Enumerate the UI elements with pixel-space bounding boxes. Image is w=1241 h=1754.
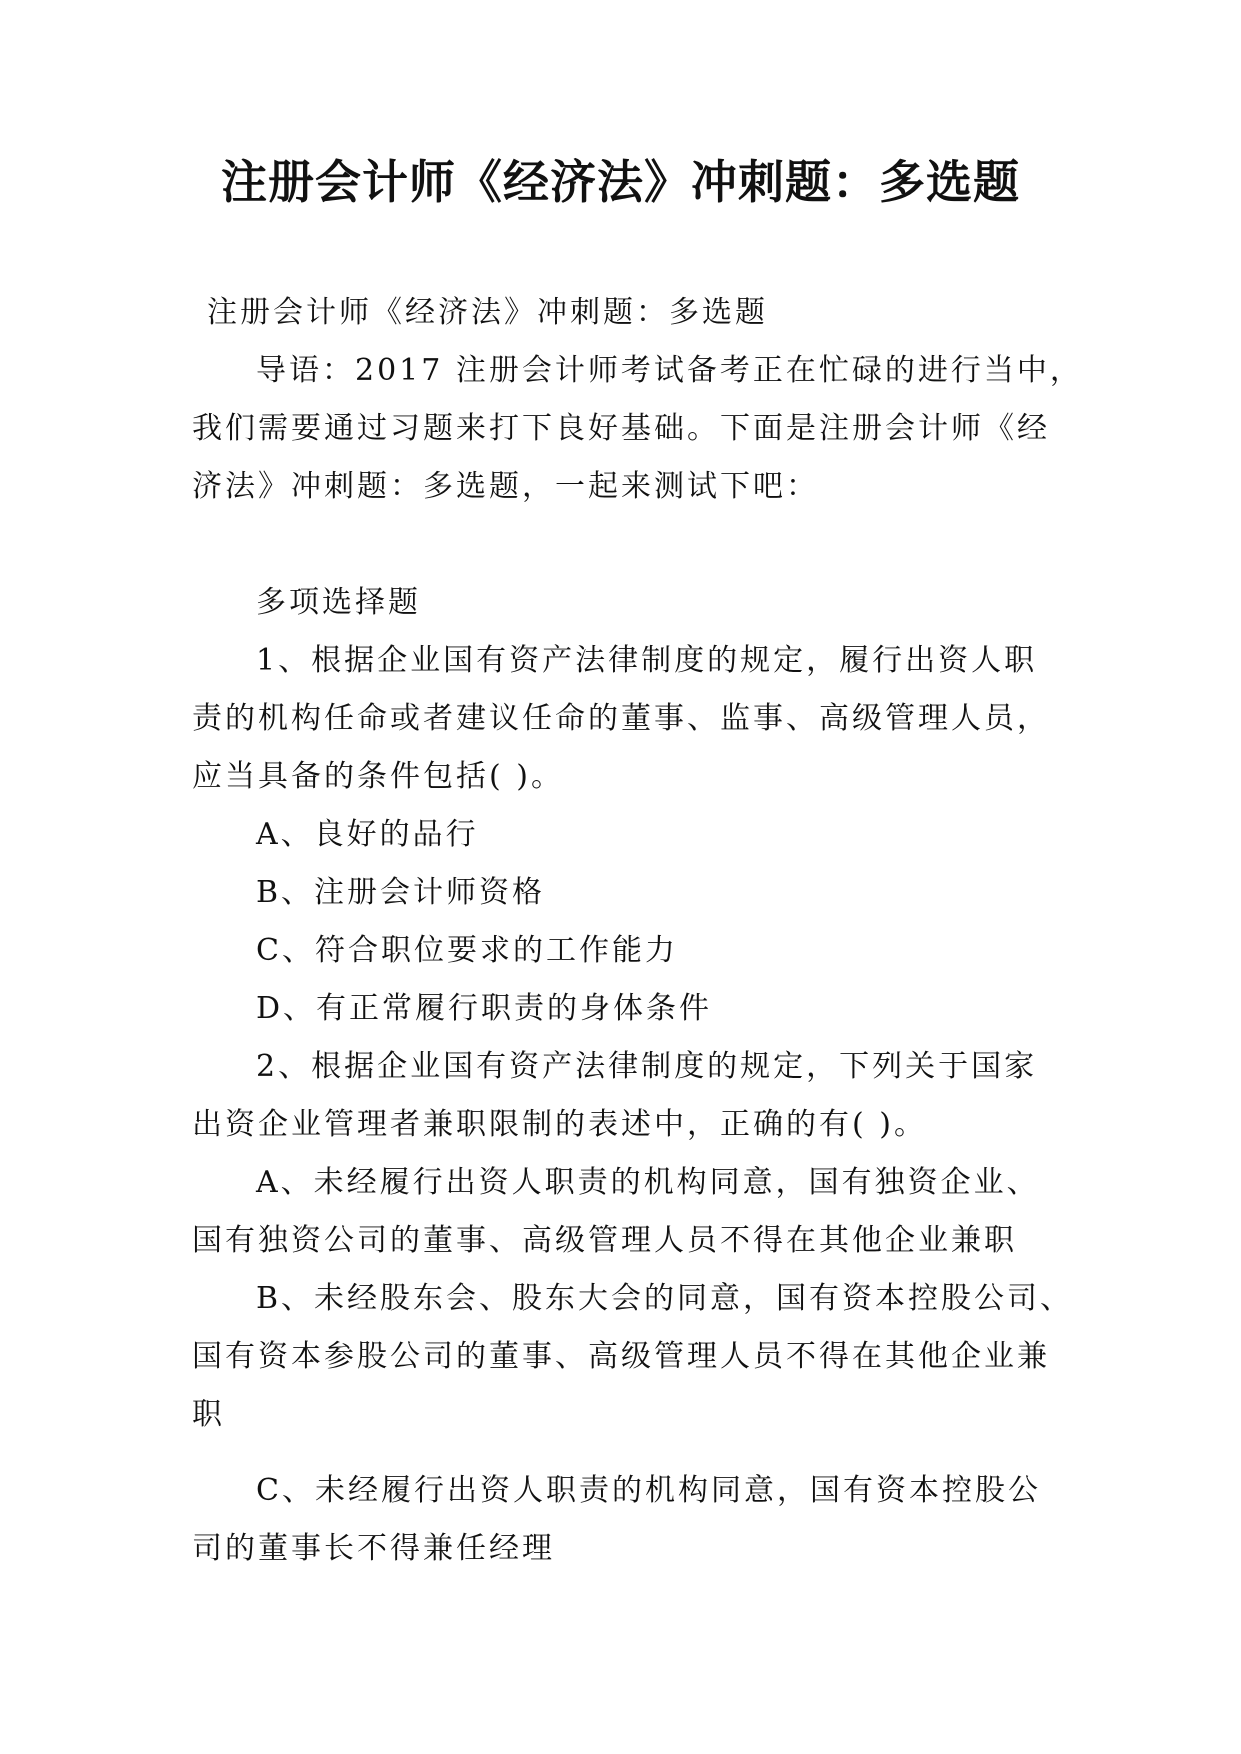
question-1	[192, 632, 1072, 1038]
question-stem-line: 责的机构任命或者建议任命的董事、监事、高级管理人员，	[192, 701, 1050, 736]
option-line: A、未经履行出资人职责的机构同意，国有独资企业、	[256, 1165, 1040, 1200]
option-line: 司的董事长不得兼任经理	[192, 1531, 555, 1566]
option-c	[192, 1462, 1072, 1578]
question-2	[192, 1038, 1072, 1578]
option-line: 职	[192, 1397, 225, 1432]
option-line: B、未经股东会、股东大会的同意，国有资本控股公司、	[256, 1281, 1074, 1316]
intro-line: 导语：2017 注册会计师考试备考正在忙碌的进行当中，	[256, 353, 1083, 388]
option-a: A、良好的品行	[256, 817, 479, 852]
section-heading: 多项选择题	[256, 585, 421, 620]
option-d: D、有正常履行职责的身体条件	[256, 991, 713, 1026]
question-stem-line: 2、根据企业国有资产法律制度的规定，下列关于国家	[256, 1049, 1038, 1084]
question-stem-line: 1、根据企业国有资产法律制度的规定，履行出资人职	[256, 643, 1038, 678]
blank-line	[192, 516, 1072, 574]
option-line: 国有资本参股公司的董事、高级管理人员不得在其他企业兼	[192, 1339, 1050, 1374]
option-c: C、符合职位要求的工作能力	[256, 933, 678, 968]
spacer	[192, 1444, 1072, 1462]
question-stem-line: 应当具备的条件包括( )。	[192, 759, 564, 794]
option-line: 国有独资公司的董事、高级管理人员不得在其他企业兼职	[192, 1223, 1017, 1258]
intro-line: 我们需要通过习题来打下良好基础。下面是注册会计师《经	[192, 411, 1050, 446]
intro-line: 济法》冲刺题：多选题，一起来测试下吧：	[192, 469, 819, 504]
document-body	[192, 284, 1083, 1578]
intro-paragraph	[192, 342, 1083, 516]
question-stem-line: 出资企业管理者兼职限制的表述中，正确的有( )。	[192, 1107, 927, 1142]
document-subtitle: 注册会计师《经济法》冲刺题：多选题	[207, 295, 768, 330]
option-b	[192, 1270, 1072, 1444]
option-a	[192, 1154, 1072, 1270]
option-b: B、注册会计师资格	[256, 875, 546, 910]
document-title: 注册会计师《经济法》冲刺题：多选题	[221, 155, 1020, 209]
option-line: C、未经履行出资人职责的机构同意，国有资本控股公	[256, 1473, 1041, 1508]
